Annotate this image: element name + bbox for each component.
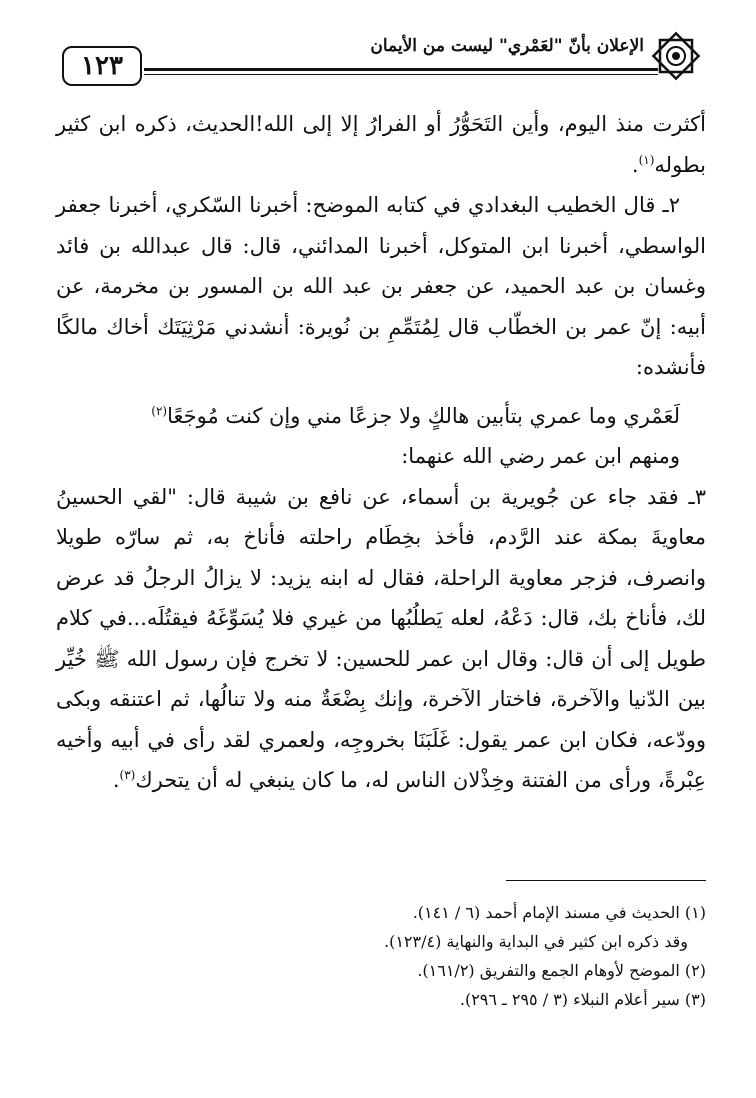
header-rule <box>144 68 658 71</box>
paragraph-2: ٢ـ قال الخطيب البغدادي في كتابه الموضح: أخبرنا السّكري، أخبرنا جعفر الواسطي، أخبرنا ابن المتوكل، أخبرنا المدائني، قال: قال عبدالله بن فائد وغسان بن عبد الحميد، عن جعفر بن عبد الله بن المسور بن مخرمة، عن أبيه: إنّ عمر بن الخطّاب قال لِمُتَمِّمِ بن نُويرة: أنشدني مَرْثِيَتَك أخاك مالكًا فأنشده: <box>56 193 706 379</box>
paragraph-1-text: أكثرت منذ اليوم، وأين التَحَوُّرُ أو الفرارُ إلا إلى الله!الحديث، ذكره ابن كثير بطوله <box>56 112 706 177</box>
header-rule-thin <box>144 74 658 75</box>
paragraph-4-end: . <box>112 768 120 792</box>
paragraph-3: ومنهم ابن عمر رضي الله عنهما: <box>401 444 680 468</box>
paragraph-1 <box>56 104 706 185</box>
footnotes <box>56 898 706 1014</box>
main-text <box>56 104 706 801</box>
paragraph-4-text: ٣ـ فقد جاء عن جُويرية بن أسماء، عن نافع بن شيبة قال: "لقي الحسينُ معاويةَ بمكة عند الرَّدم، فأخذ بخِطَام راحلته فأناخ به، ثم سارّه طويلا وانصرف، فزجر معاوية الراحلة، فقال له ابنه يزيد: لا يزالُ الرجلُ قد عرض لك، فأناخ بك، قال: دَعْهُ، لعله يَطلُبُها من غيري فلا يُسَوِّغَهُ فيقتُلَه...في كلام طويل إلى أن قال: وقال ابن عمر للحسين: لا تخرج فإن رسول الله ﷺ خُيِّر بين الدّنيا والآخرة، فاختار الآخرة، وإنك بِضْعَةٌ منه ولا تنالُها، ثم اعتنقه وبكى وودّعه، فكان ابن عمر يقول: غَلَبَنَا بخروجِه، ولعمري لقد رأى في أبيه وأخيه عِبْرةً، ورأى من الفتنة وخِذْلان الناس له، ما كان ينبغي له أن يتحرك <box>56 484 706 792</box>
poem-verse-text: لَعَمْري وما عمري بتأبين هالكٍ ولا جزعًا مني وإن كنت مُوجَعًا <box>167 403 680 428</box>
page-number: ١٢٣ <box>62 46 142 86</box>
footnote-1-continuation: وقد ذكره ابن كثير في البداية والنهاية (١٢٣/٤). <box>383 932 688 951</box>
page-header <box>62 30 702 94</box>
footnote-2: (٢) الموضح لأوهام الجمع والتفريق (١٦١/٢). <box>417 961 706 980</box>
paragraph-4 <box>56 477 706 801</box>
footnote-ref-1: (١) <box>638 152 655 167</box>
footnote-1: (١) الحديث في مسند الإمام أحمد (٦ / ١٤١). <box>412 903 706 922</box>
footnote-ref-3: (٣) <box>119 768 136 782</box>
footnote-separator <box>506 880 706 881</box>
running-title: الإعلان بأنّ "لعَمْري" ليست من الأيمان <box>370 36 644 56</box>
paragraph-1-end: . <box>631 152 639 177</box>
footnote-ref-2: (٢) <box>151 403 168 418</box>
footnote-3: (٣) سير أعلام النبلاء (٣ / ٢٩٥ ـ ٢٩٦). <box>459 990 706 1009</box>
poem-verse <box>56 396 706 437</box>
